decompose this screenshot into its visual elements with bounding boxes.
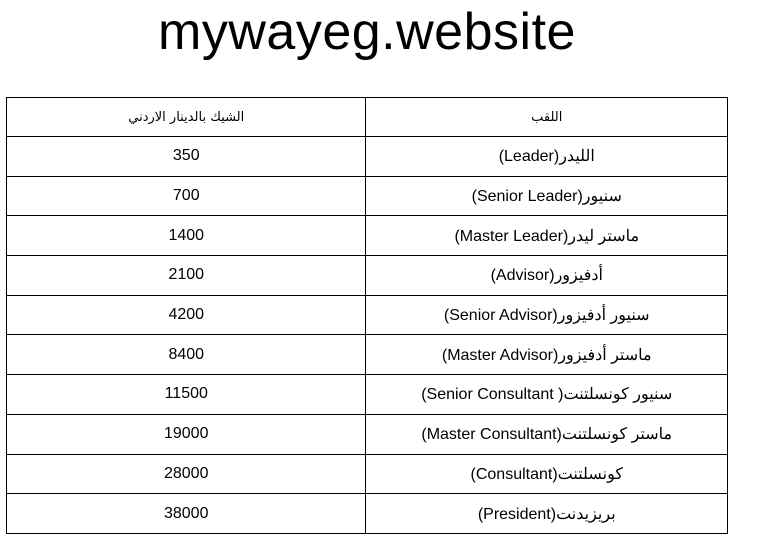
- title-cell: [366, 216, 728, 256]
- table-row: [7, 414, 728, 454]
- title-cell: [366, 176, 728, 216]
- site-title: mywayeg.website: [158, 3, 576, 61]
- rank-table: [6, 97, 728, 534]
- table-row: [7, 256, 728, 296]
- amount-cell: 4200: [7, 295, 366, 335]
- title-text: ماستر كونسلتنت(Master Consultant): [421, 426, 673, 444]
- table-row: [7, 216, 728, 256]
- title-text: سنيور كونسلتنت( Senior Consultant): [421, 386, 673, 404]
- title-text: سنيور(Senior Leader): [471, 188, 622, 206]
- title-text: بريزيدنت(President): [477, 505, 616, 523]
- table-row: [7, 176, 728, 216]
- table-row: [7, 454, 728, 494]
- amount-cell: 350: [7, 137, 366, 177]
- title-text: أدفيزور(Advisor): [490, 267, 603, 285]
- table-row: [7, 137, 728, 177]
- amount-cell: 19000: [7, 414, 366, 454]
- title-cell: [366, 256, 728, 296]
- title-cell: [366, 295, 728, 335]
- table-row: [7, 335, 728, 375]
- amount-cell: 11500: [7, 375, 366, 415]
- table-row: [7, 295, 728, 335]
- amount-cell: 2100: [7, 256, 366, 296]
- title-cell: [366, 494, 728, 534]
- amount-cell: 38000: [7, 494, 366, 534]
- amount-cell: 700: [7, 176, 366, 216]
- title-cell: [366, 335, 728, 375]
- table-row: [7, 494, 728, 534]
- title-text: ماستر ليدر(Master Leader): [454, 227, 640, 245]
- title-text: الليدر(Leader): [498, 148, 595, 166]
- title-text: كونسلتنت(Consultant): [470, 465, 623, 483]
- header-amount: الشيك بالدينار الاردني: [7, 98, 366, 137]
- table-row: [7, 375, 728, 415]
- title-cell: [366, 137, 728, 177]
- title-text: ماستر أدفيزور(Master Advisor): [441, 346, 652, 364]
- header-title: اللقب: [366, 98, 728, 137]
- title-text: سنيور أدفيزور(Senior Advisor): [443, 307, 650, 325]
- title-cell: [366, 414, 728, 454]
- title-cell: [366, 375, 728, 415]
- table-header-row: [7, 98, 728, 137]
- amount-cell: 28000: [7, 454, 366, 494]
- amount-cell: 1400: [7, 216, 366, 256]
- amount-cell: 8400: [7, 335, 366, 375]
- title-cell: [366, 454, 728, 494]
